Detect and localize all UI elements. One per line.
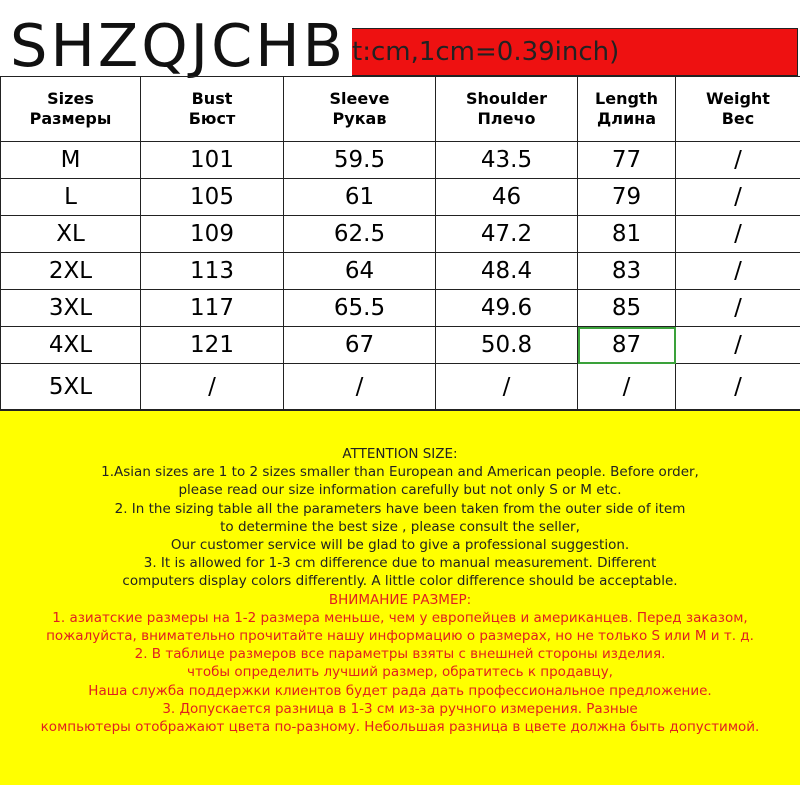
cell-size: 4XL [1,327,141,364]
table-row [1,253,800,290]
cell-length: 85 [578,290,676,327]
cell-weight: / [676,290,800,327]
cell-sleeve: 65.5 [284,290,436,327]
notice-line-en: 3. It is allowed for 1-3 cm difference due to manual measurement. Different [143,555,657,572]
notice-line-ru: 1. азиатские размеры на 1-2 размера меньше, чем у европейцев и американцев. Перед заказом, [52,609,748,626]
cell-length: 81 [578,216,676,253]
table-row [1,142,800,179]
column-header-sleeve: Sleeve Рукав [284,77,436,142]
cell-bust: 101 [141,142,284,179]
cell-length: 79 [578,179,676,216]
cell-shoulder: 49.6 [436,290,578,327]
notice-line-en: please read our size information carefully but not only S or M etc. [178,482,622,499]
table-row [1,216,800,253]
cell-sleeve: 62.5 [284,216,436,253]
notice-line-en: to determine the best size , please consult the seller, [220,518,580,535]
cell-sleeve: 59.5 [284,142,436,179]
cell-sleeve: 61 [284,179,436,216]
notice-line-ru: ВНИМАНИЕ РАЗМЕР: [328,591,472,608]
cell-bust: / [141,364,284,410]
cell-sleeve: / [284,364,436,410]
cell-length: / [578,364,676,410]
cell-size: 3XL [1,290,141,327]
cell-shoulder: 46 [436,179,578,216]
cell-weight: / [676,253,800,290]
cell-size: 5XL [1,364,141,410]
cell-size: 2XL [1,253,141,290]
cell-length: 77 [578,142,676,179]
cell-length-selected[interactable]: 87 [578,327,676,364]
cell-size: XL [1,216,141,253]
cell-weight: / [676,364,800,410]
cell-weight: / [676,216,800,253]
table-row [1,179,800,216]
table-row [1,290,800,327]
column-header-shoulder: Shoulder Плечо [436,77,578,142]
table-header-row [1,77,800,142]
column-header-weight: Weight Вес [676,77,800,142]
table-row [1,327,800,364]
notice-line-en: computers display colors differently. A little color difference should be acceptable. [122,573,678,590]
cell-sleeve: 67 [284,327,436,364]
cell-size: L [1,179,141,216]
notice-line-en: 1.Asian sizes are 1 to 2 sizes smaller than European and American people. Before order, [101,464,699,481]
cell-sleeve: 64 [284,253,436,290]
cell-length: 83 [578,253,676,290]
notice-line-ru: компьютеры отображают цвета по-разному. Небольшая разница в цвете должна быть допустимой. [40,719,760,736]
brand-watermark: SHZQJCHB [6,0,352,80]
column-header-sizes: Sizes Размеры [1,77,141,142]
notice-line-ru: 2. В таблице размеров все параметры взяты с внешней стороны изделия. [134,646,666,663]
notice-line-en: ATTENTION SIZE: [342,446,458,462]
table-row [1,364,800,410]
cell-shoulder: 47.2 [436,216,578,253]
notice-line-ru: 3. Допускается разница в 1-3 см из-за ручного измерения. Разные [162,700,638,717]
notice-line-ru: чтобы определить лучший размер, обратитесь к продавцу, [187,664,613,681]
notice-line-ru: Наша служба поддержки клиентов будет рада дать профессиональное предложение. [88,682,712,699]
column-header-length: Length Длина [578,77,676,142]
cell-bust: 109 [141,216,284,253]
cell-shoulder: / [436,364,578,410]
cell-size: M [1,142,141,179]
notice-line-en: 2. In the sizing table all the parameters have been taken from the outer side of item [114,500,686,517]
notice-line-en: Our customer service will be glad to give a professional suggestion. [170,537,630,554]
cell-shoulder: 48.4 [436,253,578,290]
cell-bust: 117 [141,290,284,327]
column-header-bust: Bust Бюст [141,77,284,142]
cell-weight: / [676,142,800,179]
cell-shoulder: 50.8 [436,327,578,364]
notice-line-ru: пожалуйста, внимательно прочитайте нашу информацию о размерах, но не только S или M и т. д. [46,628,754,645]
cell-bust: 105 [141,179,284,216]
cell-weight: / [676,179,800,216]
size-chart-table [0,76,800,410]
size-notice-panel [0,410,800,785]
cell-weight: / [676,327,800,364]
cell-bust: 113 [141,253,284,290]
cell-shoulder: 43.5 [436,142,578,179]
cell-bust: 121 [141,327,284,364]
unit-note: t:cm,1cm=0.39inch) [352,37,620,67]
